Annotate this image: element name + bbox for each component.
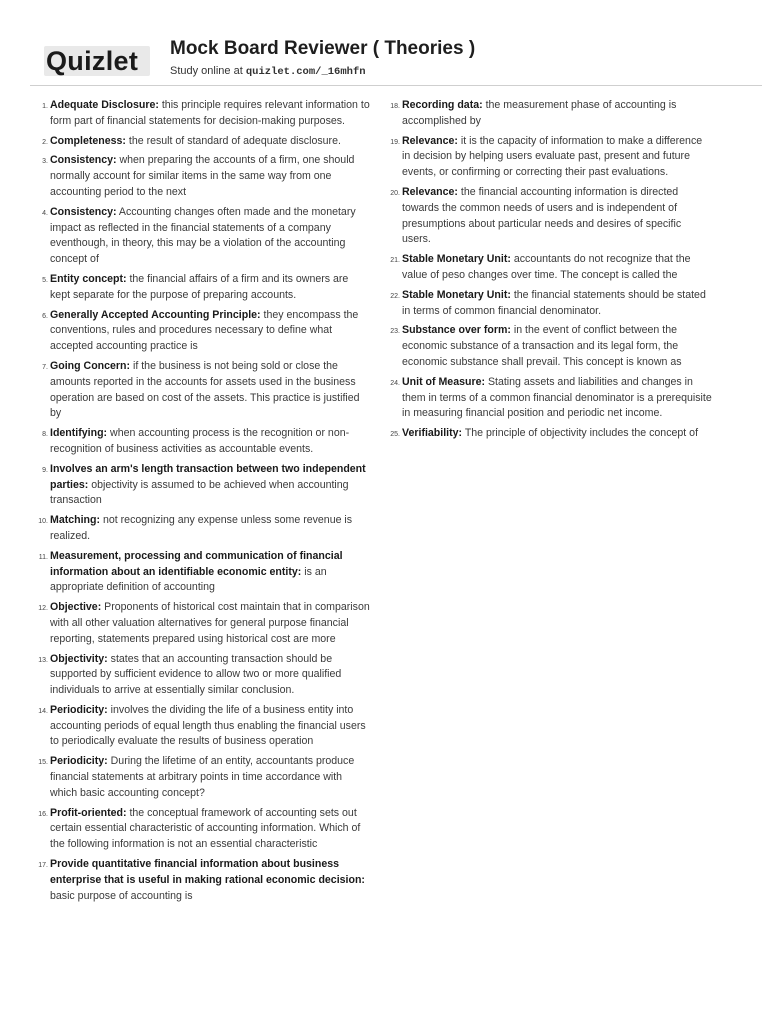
item-definition: Stating assets and liabilities and changes in them in terms of a common financial denominator is a prerequisite in measuring financial position and periodic net income. [402, 375, 712, 420]
item-definition: involves the dividing the life of a business entity into accounting periods of equal length thus enabling the financial users to periodically evaluate the results of business operation [50, 703, 366, 748]
item-number: 15 . [30, 755, 48, 771]
item-body [50, 652, 370, 699]
list-item [30, 272, 370, 304]
item-term: Identifying: [50, 427, 108, 440]
list-item [382, 134, 712, 181]
study-url-link[interactable]: quizlet.com/_16mhfn [245, 66, 366, 78]
list-item [30, 513, 370, 545]
item-body [50, 754, 370, 801]
list-item [30, 134, 370, 150]
item-body [402, 185, 712, 248]
item-term: Involves an arm's length transaction between two independent parties: [50, 462, 366, 491]
item-term: Periodicity: [50, 755, 108, 768]
list-item [30, 205, 370, 268]
item-term: Unit of Measure: [402, 375, 485, 388]
item-term: Periodicity: [50, 703, 108, 716]
item-definition: states that an accounting transaction should be supported by sufficient evidence to allow two or more qualified individuals to arrive at essentially similar conclusion. [50, 652, 342, 697]
list-item [30, 359, 370, 422]
item-definition: when preparing the accounts of a firm, one should normally account for similar items in the same way from one accounting period to the next [50, 154, 355, 198]
item-term: Verifiability: [402, 427, 463, 440]
item-number: 4 . [30, 206, 48, 222]
item-number: 11 . [30, 550, 48, 566]
item-term: Measurement, processing and communication of financial information about an identifiable economic entity: [50, 549, 343, 578]
item-body [50, 462, 370, 509]
page-header [0, 0, 768, 86]
item-term: Stable Monetary Unit: [402, 288, 511, 301]
item-term: Recording data: [402, 99, 483, 111]
list-item [382, 288, 712, 320]
item-body [50, 205, 370, 268]
item-number: 2 . [30, 135, 48, 151]
list-item [30, 462, 370, 509]
item-number: 12 . [30, 601, 48, 617]
item-number: 21 . [382, 253, 400, 269]
item-number: 7 . [30, 360, 48, 376]
item-body [402, 134, 712, 181]
item-body [50, 359, 370, 422]
item-definition: not recognizing any expense unless some revenue is realized. [50, 514, 353, 542]
item-term: Consistency: [50, 154, 117, 167]
list-item [30, 652, 370, 699]
item-definition: they encompass the conventions, rules and procedures necessary to define what accepted accounting practice is [50, 308, 359, 353]
item-definition: it is the capacity of information to make a difference in decision by helping users evaluate past, present and future events, or confirming or correcting their past evaluations. [402, 134, 703, 179]
item-number: 9 . [30, 463, 48, 479]
item-number: 6 . [30, 309, 48, 325]
item-definition: the financial accounting information is directed towards the common needs of users and is independent of presumptions about particular needs and desires of specific users. [402, 185, 682, 246]
list-item [30, 754, 370, 801]
item-definition: basic purpose of accounting is [50, 889, 193, 902]
item-body [50, 134, 370, 150]
item-term: Relevance: [402, 185, 458, 198]
item-definition: the financial affairs of a firm and its owners are kept separate for the purpose of preparing accounts. [50, 272, 349, 301]
item-term: Consistency: [50, 205, 117, 218]
item-definition: During the lifetime of an entity, accountants produce financial statements at arbitrary points in time accordance with which basic accounting concept? [50, 755, 355, 799]
item-body [402, 288, 712, 320]
list-item [382, 323, 712, 370]
item-term: Going Concern: [50, 359, 131, 372]
item-body [402, 375, 712, 422]
item-number: 1 . [30, 99, 48, 115]
list-item [382, 98, 712, 130]
item-body [402, 252, 712, 284]
item-definition: in the event of conflict between the economic substance of a transaction and its legal form, the economic substance shall prevail. This concept is known as [402, 324, 682, 368]
item-number: 17 . [30, 858, 48, 874]
item-definition: is an appropriate definition of accounting [50, 565, 327, 594]
item-term: Provide quantitative financial information about business enterprise that is useful in making rational economic decision: [50, 858, 365, 886]
item-number: 13 . [30, 653, 48, 669]
item-definition: The principle of objectivity includes the concept of [462, 427, 699, 440]
item-number: 18 . [382, 99, 400, 115]
quizlet-logo[interactable]: Quizlet [46, 46, 139, 76]
list-item [30, 806, 370, 853]
item-term: Adequate Disclosure: [50, 99, 159, 111]
item-body [402, 426, 712, 442]
list-item [30, 600, 370, 647]
item-definition: Proponents of historical cost maintain that in comparison with all other valuation alternatives for general purpose financial reporting, statements prepared using historical cost are more [50, 601, 370, 645]
item-term: Relevance: [402, 134, 458, 147]
item-body [50, 153, 370, 200]
item-definition: if the business is not being sold or close the amounts reported in the accounts for assets used in the business operation are based on cost of the assets. This practice is justified by [50, 359, 360, 420]
right-column [382, 98, 712, 446]
item-number: 25 . [382, 427, 400, 443]
item-definition: objectivity is assumed to be achieved when accounting transaction [50, 478, 349, 507]
list-item [382, 252, 712, 284]
list-item [30, 308, 370, 355]
list-item [30, 857, 370, 904]
item-number: 23 . [382, 324, 400, 340]
item-body [50, 703, 370, 750]
item-definition: the result of standard of adequate disclosure. [125, 134, 341, 147]
item-body [402, 98, 712, 130]
item-number: 24 . [382, 376, 400, 392]
list-item [30, 426, 370, 458]
list-item [382, 426, 712, 442]
item-definition: the measurement phase of accounting is accomplished by [402, 99, 677, 127]
item-body [50, 513, 370, 545]
study-prefix: Study online at [170, 65, 243, 77]
item-term: Profit-oriented: [50, 806, 127, 819]
item-definition: the conceptual framework of accounting sets out certain essential characteristic of accounting information. Which of the following information is not an essential characteristic [50, 806, 361, 851]
item-term: Objective: [50, 601, 102, 614]
item-term: Generally Accepted Accounting Principle: [50, 308, 261, 321]
list-item [30, 703, 370, 750]
item-number: 19 . [382, 135, 400, 151]
item-body [50, 857, 370, 904]
item-number: 3 . [30, 154, 48, 170]
item-definition: accountants do not recognize that the value of peso changes over time. The concept is called the [402, 253, 691, 281]
item-number: 20 . [382, 186, 400, 202]
item-term: Objectivity: [50, 652, 108, 665]
item-number: 5 . [30, 273, 48, 289]
list-item [382, 185, 712, 248]
item-body [50, 308, 370, 355]
item-definition: this principle requires relevant information to form part of financial statements for decision-making purposes. [50, 99, 370, 127]
page-title: Mock Board Reviewer ( Theories ) [170, 38, 476, 59]
item-number: 10 . [30, 514, 48, 530]
study-online-line [170, 65, 366, 78]
list-item [382, 375, 712, 422]
item-body [402, 323, 712, 370]
item-number: 16 . [30, 807, 48, 823]
item-body [50, 272, 370, 304]
item-definition: the financial statements should be stated in terms of common financial denominator. [402, 288, 706, 317]
header-divider [30, 85, 762, 86]
list-item [30, 98, 370, 130]
item-term: Matching: [50, 514, 101, 527]
item-definition: when accounting process is the recognition or non-recognition of business activities as accountable events. [50, 427, 350, 455]
item-term: Entity concept: [50, 272, 127, 285]
item-term: Stable Monetary Unit: [402, 253, 511, 266]
list-item [30, 549, 370, 596]
item-body [50, 549, 370, 596]
item-term: Completeness: [50, 134, 126, 147]
left-column [30, 98, 370, 908]
item-body [50, 98, 370, 130]
item-number: 8 . [30, 427, 48, 443]
item-body [50, 600, 370, 647]
item-body [50, 806, 370, 853]
item-number: 22 . [382, 289, 400, 305]
list-item [30, 153, 370, 200]
item-definition: Accounting changes often made and the monetary impact as reflected in the financial statements of a company eventhough, in theory, this may be a violation of the accounting concept of [50, 205, 356, 266]
item-term: Substance over form: [402, 324, 511, 337]
item-number: 14 . [30, 704, 48, 720]
item-body [50, 426, 370, 458]
